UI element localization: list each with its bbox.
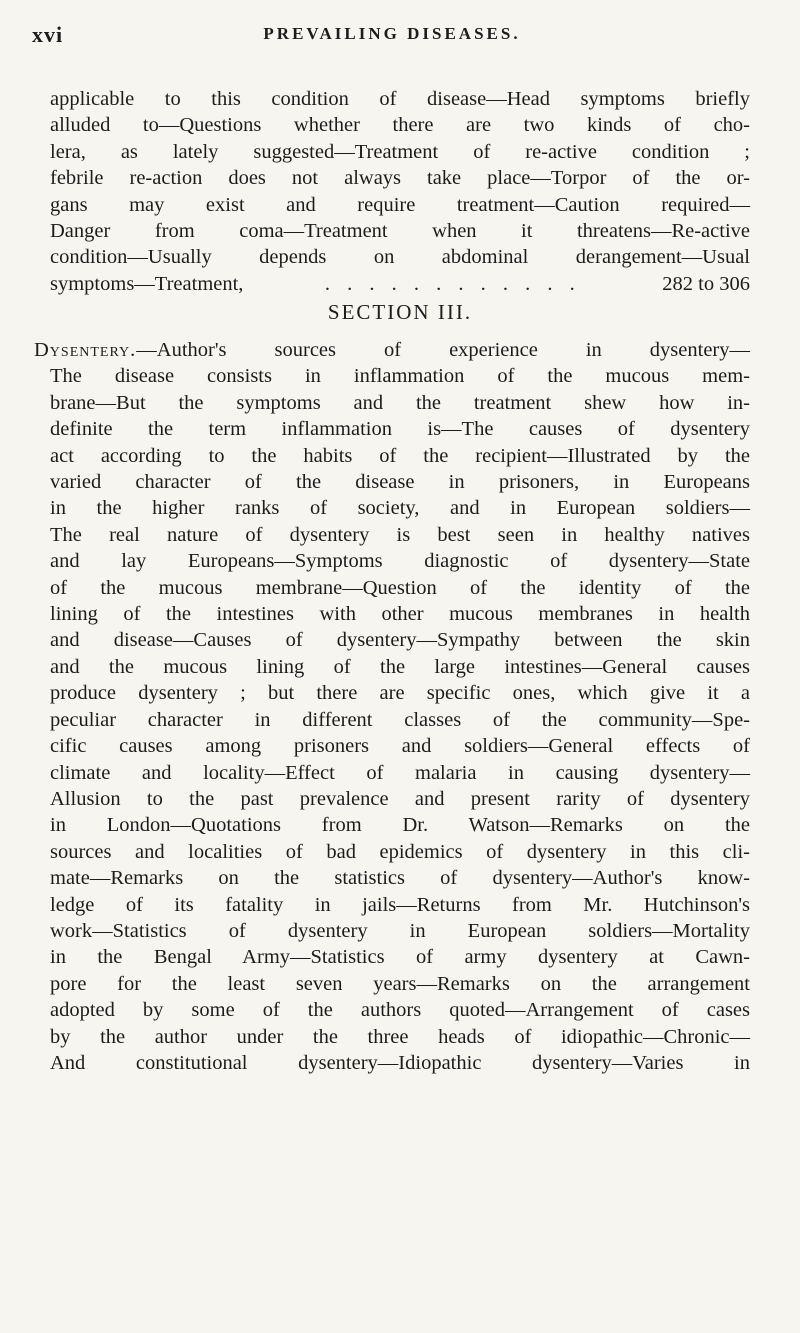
entry-text: symptoms—Treatment,	[50, 272, 244, 295]
text-line: lera, as lately suggested—Treatment of re-active condition ;	[50, 140, 750, 163]
text-line: and the mucous lining of the large intestines—General causes	[50, 655, 750, 678]
paragraph-dysentery-summary	[34, 337, 750, 1076]
text-line: produce dysentery ; but there are specific ones, which give it a	[50, 682, 750, 705]
paragraph-cholera-summary	[50, 86, 750, 297]
text-line: Danger from coma—Treatment when it threatens—Re-active	[50, 220, 750, 243]
text-line: febrile re-action does not always take place—Torpor of the or-	[50, 167, 750, 190]
contents-entry-line	[50, 271, 750, 297]
text-line: definite the term inflammation is—The causes of dysentery	[50, 418, 750, 441]
running-head	[32, 22, 752, 50]
lead-word: Dysentery.	[34, 339, 137, 361]
text-line: mate—Remarks on the statistics of dysentery—Author's know-	[50, 867, 750, 890]
running-title: PREVAILING DISEASES.	[263, 24, 521, 43]
text-line: And constitutional dysentery—Idiopathic dysentery—Varies in	[50, 1051, 750, 1074]
text-line-first	[34, 337, 750, 363]
text-line: varied character of the disease in prisoners, in Europeans	[50, 471, 750, 494]
text-line: cific causes among prisoners and soldiers—General effects of	[50, 735, 750, 758]
text-line: lining of the intestines with other mucous membranes in health	[50, 603, 750, 626]
text-line: in the Bengal Army—Statistics of army dysentery at Cawn-	[50, 946, 750, 969]
text-line: pore for the least seven years—Remarks on the arrangement	[50, 972, 750, 995]
text-line: applicable to this condition of disease—Head symptoms briefly	[50, 88, 750, 110]
text-line: peculiar character in different classes of the community—Spe-	[50, 708, 750, 731]
text-line: and disease—Causes of dysentery—Sympathy between the skin	[50, 629, 750, 652]
text-line: Allusion to the past prevalence and present rarity of dysentery	[50, 787, 750, 810]
dot-leaders: . . . . . . . . . . . .	[324, 272, 581, 295]
text-line: gans may exist and require treatment—Caution required—	[50, 193, 750, 216]
text-line: The disease consists in inflammation of the mucous mem-	[50, 365, 750, 388]
text-line: work—Statistics of dysentery in European soldiers—Mortality	[50, 919, 750, 942]
text-line: adopted by some of the authors quoted—Arrangement of cases	[50, 999, 750, 1022]
section-heading: SECTION III.	[327, 300, 473, 324]
text-line: brane—But the symptoms and the treatment shew how in-	[50, 391, 750, 414]
text-line: alluded to—Questions whether there are two kinds of cho-	[50, 114, 750, 137]
text-line: condition—Usually depends on abdominal derangement—Usual	[50, 246, 750, 269]
text-line: in the higher ranks of society, and in European soldiers—	[50, 497, 750, 520]
text-line: The real nature of dysentery is best seen in healthy natives	[50, 523, 750, 546]
text-line: by the author under the three heads of idiopathic—Chronic—	[50, 1025, 750, 1048]
text-line: and lay Europeans—Symptoms diagnostic of dysentery—State	[50, 550, 750, 573]
text-line: ledge of its fatality in jails—Returns from Mr. Hutchinson's	[50, 893, 750, 916]
page-range: 282 to 306	[662, 272, 750, 295]
page-number: xvi	[32, 22, 64, 47]
text-line: act according to the habits of the recipient—Illustrated by the	[50, 444, 750, 467]
text-line: of the mucous membrane—Question of the identity of the	[50, 576, 750, 599]
text-line: in London—Quotations from Dr. Watson—Remarks on the	[50, 814, 750, 837]
text-line: sources and localities of bad epidemics of dysentery in this cli-	[50, 840, 750, 863]
text-line: climate and locality—Effect of malaria in causing dysentery—	[50, 761, 750, 784]
first-line-rest: —Author's sources of experience in dysentery—	[136, 339, 750, 361]
